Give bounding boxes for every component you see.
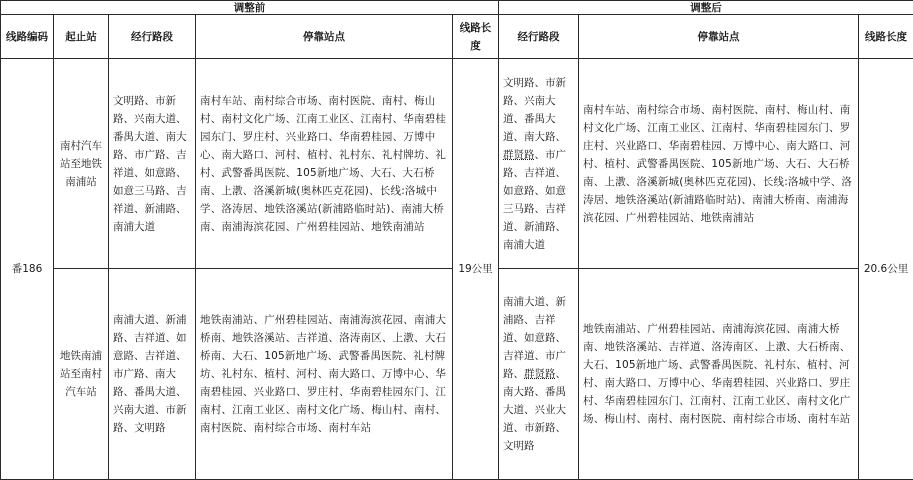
table-row [1,59,913,269]
header-before: 调整前 [1,1,499,15]
path-after-inbound-part3: 、南大路、番禺大道、兴业大道、市新路、文明路 [503,368,566,452]
path-before-inbound: 南浦大道、新浦路、吉祥道、如意路、吉祥道、市广路、南大路、番禺大道、兴南大道、市新路、文明路 [109,269,196,480]
path-after-outbound [499,59,579,269]
terminals-inbound: 地铁南浦站至南村汽车站 [54,269,109,480]
header-path-before: 经行路段 [109,15,196,59]
header-stops-after: 停靠站点 [579,15,859,59]
stops-before-outbound: 南村车站、南村综合市场、南村医院、南村、梅山村、南村文化广场、江南工业区、江南村、华南碧桂园东门、罗庄村、兴业路口、华南碧桂园、万博中心、南大路口、河村、植村、礼村东、礼村牌坊、礼村、武警番禺医院、105新地广场、大石、大石桥南、上漖、洛溪新城(奥林匹克花园)、长线:洛城中学、洛涛居、地铁洛溪站(新浦路临时站)、南浦大桥南、南浦海滨花园、广州碧桂园站、地铁南浦站 [196,59,453,269]
route-code: 番186 [1,59,54,480]
path-after-outbound-part3: 、市广路、吉祥道、如意路、如意三马路、吉祥道、新浦路、南浦大道 [503,149,566,251]
path-before-outbound: 文明路、市新路、兴南大道、番禺大道、南大路、市广路、吉祥道、如意路、如意三马路、吉祥道、新浦路、南浦大道 [109,59,196,269]
stops-after-outbound: 南村车站、南村综合市场、南村医院、南村、梅山村、南村文化广场、江南工业区、江南村、华南碧桂园东门、罗庄村、兴业路口、华南碧桂园、万博中心、南大路口、河村、植村、武警番禺医院、105新地广场、大石、大石桥南、上漖、洛溪新城(奥林匹克花园)、长线:洛城中学、洛涛居、地铁洛溪站(新浦路临时站)、南浦大桥南、南浦海滨花园、广州碧桂园站、地铁南浦站 [579,59,859,269]
header-stops-before: 停靠站点 [196,15,453,59]
header-terminals: 起止站 [54,15,109,59]
header-length-after: 线路长度 [859,15,913,59]
terminals-outbound: 南村汽车站至地铁南浦站 [54,59,109,269]
stops-before-inbound: 地铁南浦站、广州碧桂园站、南浦海滨花园、南浦大桥南、地铁洛溪站、吉祥道、洛涛南区、上漖、大石桥南、大石、105新地广场、武警番禺医院、礼村牌坊、礼村东、植村、河村、南大路口、万博中心、华南碧桂园、兴业路口、罗庄村、华南碧桂园东门、江南村、江南工业区、南村文化广场、梅山村、南村、南村医院、南村综合市场、南村车站 [196,269,453,480]
stops-after-inbound: 地铁南浦站、广州碧桂园站、南浦海滨花园、南浦大桥南、地铁洛溪站、吉祥道、洛涛南区、上漖、大石桥南、大石、105新地广场、武警番禺医院、礼村东、植村、河村、南大路口、万博中心、华南碧桂园、兴业路口、罗庄村、华南碧桂园东门、江南村、江南工业区、南村文化广场、梅山村、南村、南村医院、南村综合市场、南村车站 [579,269,859,480]
path-after-inbound [499,269,579,480]
path-after-outbound-new-road: 群贤路 [503,149,535,161]
path-after-outbound-part1: 文明路、市新路、兴南大道、番禺大道、南大路、 [503,77,566,143]
header-row-top [1,1,913,15]
header-route-no: 线路编码 [1,15,54,59]
header-length-before: 线路长度 [453,15,499,59]
length-after: 20.6公里 [859,59,913,480]
length-before: 19公里 [453,59,499,480]
header-after: 调整后 [499,1,913,15]
path-after-inbound-new-road: 群贤路 [524,368,556,380]
header-path-after: 经行路段 [499,15,579,59]
header-row-columns [1,15,913,59]
path-after-inbound-part1: 南浦大道、新浦路、吉祥道、如意路、吉祥道、市广路、 [503,296,566,380]
